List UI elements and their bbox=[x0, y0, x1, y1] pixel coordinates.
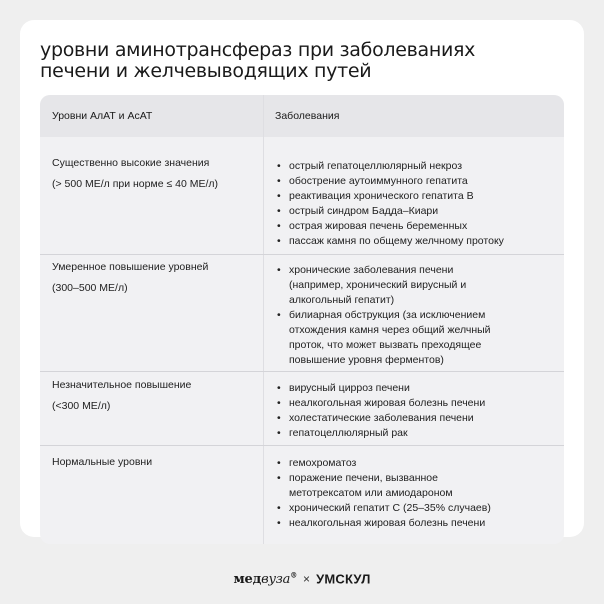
page-title bbox=[40, 40, 564, 82]
level-text: Умеренное повышение уровней bbox=[52, 261, 209, 273]
list-item: • билиарная обструкция (за исключением отхождения камня через общий желчный проток, что может вызвать преходящее повышение уровня ферментов) bbox=[275, 308, 558, 368]
level-text: Незначительное повышение bbox=[52, 379, 192, 391]
list-item: • обострение аутоиммунного гепатита bbox=[275, 174, 558, 189]
column-header-diseases: Заболевания bbox=[275, 110, 340, 122]
page-title-line: печени и желчевыводящих путей bbox=[40, 60, 372, 82]
page-title-line: уровни аминотрансфераз при заболеваниях bbox=[40, 39, 476, 61]
list-item: • неалкогольная жировая болезнь печени bbox=[275, 516, 558, 531]
content-card bbox=[20, 20, 584, 537]
list-item: • реактивация хронического гепатита В bbox=[275, 189, 558, 204]
level-range: (> 500 МЕ/л при норме ≤ 40 МЕ/л) bbox=[52, 178, 219, 190]
list-item: • острая жировая печень беременных bbox=[275, 219, 558, 234]
disease-list bbox=[275, 159, 558, 249]
list-item: • хронические заболевания печени (например, хронический вирусный и алкогольный гепатит) bbox=[275, 263, 558, 308]
list-item: • гепатоцеллюлярный рак bbox=[275, 426, 558, 441]
row-level-cell bbox=[52, 257, 257, 299]
level-text: Существенно высокие значения bbox=[52, 157, 210, 169]
list-item: • гемохроматоз bbox=[275, 456, 558, 471]
list-item: • поражение печени, вызванное метотрексатом или амиодароном bbox=[275, 471, 558, 501]
row-divider bbox=[40, 254, 564, 255]
aminotransferase-table bbox=[40, 95, 564, 544]
disease-list bbox=[275, 263, 558, 368]
logo-separator: × bbox=[303, 572, 311, 587]
column-divider bbox=[263, 95, 264, 544]
level-range: (<300 МЕ/л) bbox=[52, 400, 111, 412]
disease-list bbox=[275, 381, 558, 441]
row-level-cell bbox=[52, 452, 257, 473]
umskul-logo: УМСКУЛ bbox=[316, 571, 371, 587]
level-range: (300–500 МЕ/л) bbox=[52, 282, 128, 294]
list-item: • холестатические заболевания печени bbox=[275, 411, 558, 426]
list-item: • неалкогольная жировая болезнь печени bbox=[275, 396, 558, 411]
list-item: • острый гепатоцеллюлярный некроз bbox=[275, 159, 558, 174]
row-level-cell bbox=[52, 375, 257, 417]
row-divider bbox=[40, 445, 564, 446]
table-header bbox=[40, 95, 564, 137]
disease-list bbox=[275, 456, 558, 531]
row-divider bbox=[40, 371, 564, 372]
level-text: Нормальные уровни bbox=[52, 456, 153, 468]
row-level-cell bbox=[52, 153, 257, 195]
list-item: • вирусный цирроз печени bbox=[275, 381, 558, 396]
list-item: • хронический гепатит С (25–35% случаев) bbox=[275, 501, 558, 516]
list-item: • острый синдром Бадда–Киари bbox=[275, 204, 558, 219]
list-item: • пассаж камня по общему желчному протоку bbox=[275, 234, 558, 249]
medvuza-logo: медвуза® bbox=[233, 571, 298, 588]
footer-logos bbox=[0, 564, 604, 588]
column-header-levels: Уровни АлАТ и АсАТ bbox=[52, 110, 153, 122]
